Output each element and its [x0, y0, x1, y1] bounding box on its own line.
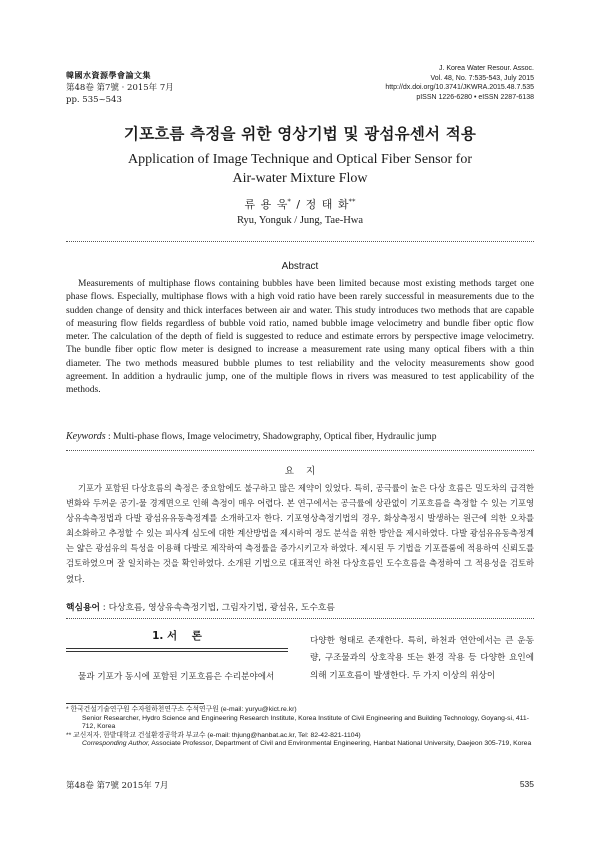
yoji-body: 기포가 포함된 다상흐름의 측정은 중요함에도 불구하고 많은 제약이 있었다. 특히, 공극률이 높은 다상 흐름은 밀도차의 급격한 변화와 두꺼운 공기-물 경계면으로 인해 측정이 매우 어렵다. 본 연구에서는 공극률에 상관없이 기포흐름을 측정할 수 있는 기포영상유속측정법과 다발 광섬유유동측정계를 소개하고자 한다. 기포영상측정기법의 경우, 화상측정시 발생하는 원근에 의한 오차를 최소화하고 추정할 수 있는 피사계 심도에 대한 계산방법을 제시하여 정도 분석을 위한 방안을 제시하였다. 다발 광섬유유동측정계는 얇은 광섬유의 특성을 이용해 다발로 제작하여 측정률을 증가시키고자 하였다. 제시된 두 기법을 기포플룸에 적용하여 신뢰도를 검토하였으며 잘 일치하는 것을 확인하였다. 소개된 기법으로 대표적인 하천 다상흐름인 도수흐름을 측정하여 그 적용성을 검토하였다. [66, 483, 534, 584]
keywords-ko-label: 핵심용어 [66, 603, 100, 613]
keywords-korean [66, 600, 534, 613]
section1-left-text: 물과 기포가 동시에 포함된 기포흐름은 수리분야에서 [78, 672, 275, 682]
section1-rule-top [66, 648, 288, 649]
yoji-heading: 요 지 [284, 466, 316, 477]
title-english-line2: Air-water Mixture Flow [232, 171, 368, 186]
keywords-label: Keywords [66, 431, 106, 442]
author1-mark: * [287, 197, 291, 206]
authors-english: Ryu, Yonguk / Jung, Tae-Hwa [236, 215, 364, 226]
keywords-line [66, 431, 534, 442]
keywords-sep: : [105, 432, 114, 442]
footnote2-affiliation: Associate Professor, Department of Civil and Environmental Engineering, Hanbat National University, Daejeon 305-719, Korea [149, 740, 532, 748]
section1-heading: 1. 서 론 [152, 630, 202, 642]
footnote-rule [66, 703, 204, 704]
section1-rule-bottom [66, 651, 288, 652]
volume-ko: 第48卷 第7號 · 2015年 7月 [66, 83, 174, 93]
abstract-heading: Abstract [281, 261, 319, 272]
footnote2-english [66, 740, 534, 749]
section1-right-text: 다양한 형태로 존재한다. 특히, 하천과 연안에서는 큰 운동량, 구조물과의 상호작용 또는 환경 작용 등 다양한 요인에 의해 기포흐름이 발생한다. 두 가지 이상의 위상이 [310, 636, 534, 681]
journal-name-en: J. Korea Water Resour. Assoc. [438, 65, 534, 72]
journal-header-right [385, 64, 534, 102]
volume-en: Vol. 48, No. 7:535-543, July 2015 [430, 74, 534, 82]
footnote2: ** 교신저자, 한밭대학교 건설환경공학과 부교수 (e-mail: thjung@hanbat.ac.kr, Tel: 82-42-821-1104) [66, 731, 361, 739]
page-number: 535 [519, 779, 534, 789]
footnote2-role: Corresponding Author, [82, 740, 150, 748]
author-separator: / [290, 198, 306, 211]
footnotes [66, 706, 534, 749]
page-range: pp. 535~543 [66, 95, 122, 105]
keywords-ko-list: 다상흐름, 영상유속측정기법, 그림자기법, 광섬유, 도수흐름 [108, 603, 335, 613]
divider-middle [66, 450, 534, 451]
title-english-line1: Application of Image Technique and Optical Fiber Sensor for [128, 152, 472, 167]
author2-ko: 정 태 화 [305, 198, 349, 211]
journal-header-left [66, 70, 174, 106]
keywords-list: Multi-phase flows, Image velocimetry, Shadowgraphy, Optical fiber, Hydraulic jump [113, 432, 437, 442]
footnote1: * 한국건설기술연구원 수자원하천연구소 수석연구원 (e-mail: yuryu@kict.re.kr) [66, 706, 297, 713]
divider-top [66, 241, 534, 242]
abstract-body: Measurements of multiphase flows containing bubbles have been limited because most existing methods target one phase flows. Especially, multiphase flows with a high void ratio have been rarely successful in measurements due to the sudden change of density and thick interfaces between air and water. This study introduces two methods that are capable of measuring flow fields regardless of bubble void ratio, named bubble image velocimetry and bundle fiber optic flow meter. The calculation of the depth of field is suggested to reduce and estimate errors by perspective image velocimetry. The bundle fiber optic flow meter is designed to increase a measurement rate using many optical fibers with a thin diameter. The two methods measured bubble plumes to test reliability and the velocity measurements show good agreement. In addition a hydraulic jump, one of the multiple flows in rivers was measured to test applicability of the methods. [66, 279, 534, 396]
footer-volume: 第48卷 第7號 2015年 7月 [66, 781, 169, 791]
author2-mark: ** [348, 197, 356, 206]
journal-name-ko: 韓國水資源學會論文集 [66, 71, 151, 80]
keywords-ko-sep: : [100, 603, 109, 613]
divider-bottom [66, 618, 534, 619]
doi-link[interactable]: http://dx.doi.org/10.3741/JKWRA.2015.48.7.535 [385, 84, 534, 91]
title-english [80, 150, 520, 188]
issn: pISSN 1226-6280 • eISSN 2287-6138 [416, 93, 534, 101]
author1-ko: 류 용 욱 [244, 198, 288, 211]
title-korean: 기포흐름 측정을 위한 영상기법 및 광섬유센서 적용 [123, 125, 477, 143]
footnote1-english: Senior Researcher, Hydro Science and Engineering Research Institute, Korea Institute of Civil Engineering and Building Technology, Goyang-si, 411-712, Korea [82, 714, 529, 731]
authors-korean [0, 196, 600, 212]
